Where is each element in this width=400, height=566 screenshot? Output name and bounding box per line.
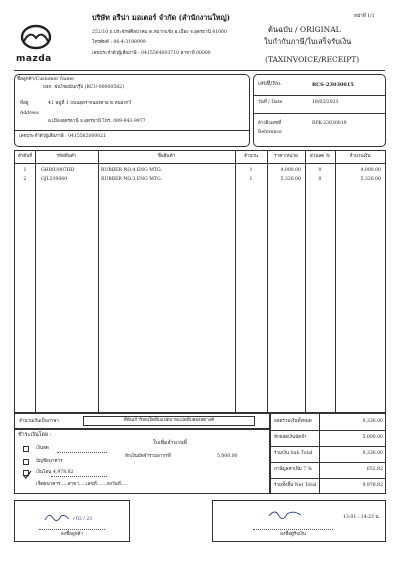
address-label-en: Address xyxy=(20,111,39,116)
customer-tax-id: เลขประจำตัวผู้เสียภาษี : 0415562000021 xyxy=(19,134,107,139)
table-row-1-name: RUBBER NO.4,ENG MTG. xyxy=(101,168,162,173)
table-row-2-amount: 5,326.00 xyxy=(360,177,381,182)
table-row-1-qty: 1 xyxy=(249,168,253,173)
table-row-2-no: 2 xyxy=(23,177,27,182)
original-label: ต้นฉบับ / ORIGINAL xyxy=(268,25,341,34)
doc-date: 18/03/2023 xyxy=(312,100,339,105)
total-gross-value: 9,326.00 xyxy=(362,419,383,424)
col-header-amount: จำนวนเงิน xyxy=(349,154,371,159)
totals-box xyxy=(270,413,386,494)
payment-title: ชำระเงินโดย : xyxy=(18,432,52,438)
collector-signature-label: ลงชื่อผู้รับเงิน xyxy=(280,532,306,537)
table-row-1-price: 4,000.00 xyxy=(280,168,301,173)
table-row-1-discount: 0 xyxy=(318,168,322,173)
deduct-label: หักเงินมัดจำรวมอากรที่ xyxy=(125,454,171,459)
table-row-2-code: GJL339060 xyxy=(41,177,68,182)
subtotal-value: 9,326.00 xyxy=(362,451,383,456)
customer-signature xyxy=(43,509,71,528)
customer-signature-box xyxy=(14,500,130,542)
page-number: หน้าที่ 1/1 xyxy=(354,14,375,19)
subtotal-label: รวมเงิน Sub Total xyxy=(274,451,313,456)
table-row-2-name: RUBBER NO.3,ENG MTG. xyxy=(101,177,162,182)
table-row-2-discount: 0 xyxy=(318,177,322,182)
col-header-qty: จำนวน xyxy=(243,154,259,159)
amount-words-label: จำนวนเงินเป็นภาษา xyxy=(19,419,59,424)
deduct-value: 5,000.00 xyxy=(217,454,238,459)
date-label: วันที่ / Date xyxy=(258,100,283,105)
brand-wordmark: mazda xyxy=(16,54,52,64)
print-time: 13:01 : 14:23 น. xyxy=(343,515,381,520)
collector-signature xyxy=(267,507,303,526)
total-gross-label: ยอดรวมเงินทั้งหมด xyxy=(274,419,312,424)
cheque-label: เงินโอน xyxy=(36,470,52,475)
table-row-1-no: 1 xyxy=(23,168,27,173)
deposit-label: ใบเพิ่มจำนวนที่ xyxy=(153,440,187,446)
col-header-price: ราคา/หน่วย xyxy=(274,154,298,159)
table-row-2-price: 5,326.00 xyxy=(280,177,301,182)
amount-words-box xyxy=(83,416,255,426)
vat-value: 652.82 xyxy=(366,467,383,472)
cheque-amount: 4,978.82 xyxy=(53,470,74,475)
doc-no: RCS-23030015 xyxy=(312,82,354,88)
amount-words-text: สี่พันเก้าร้อยเจ็ดสิบแปดบาทแปดสิบสองสตางค์ xyxy=(123,418,215,423)
deposit-deduct-label: หักยอดเงินมัดจำ xyxy=(274,435,307,440)
customer-name-label: ชื่อลูกค้า/Customer Name xyxy=(17,77,74,82)
col-header-code: รหัสสินค้า xyxy=(56,154,77,159)
col-header-name: ชื่อสินค้า xyxy=(157,154,176,159)
doc-title-en: (TAXINVOICE/RECEIPT) xyxy=(265,55,360,64)
customer-address-1: 41 หมู่ที่ 1 ถนนอุดร-หนองคาย ต.หนองกวี xyxy=(48,101,132,106)
ref-label-en: Reference xyxy=(258,130,282,135)
items-table xyxy=(14,150,386,413)
col-header-discount: ส่วนลด % xyxy=(309,154,331,159)
customer-name: บจก. ชนไชยนันกรุ๊ป (RCU-00000582) xyxy=(43,85,124,90)
customer-box xyxy=(14,74,250,147)
customer-signature-label: ลงชื่อลูกค้า xyxy=(60,532,84,537)
customer-address-2: อ.เมืองอุดรธานี จ.อุดรธานี โทร. 089-943-9977 xyxy=(48,119,146,124)
table-row-2-qty: 1 xyxy=(249,177,253,182)
cheque-detail-line: เช็คธนาคาร.....สาขา.....เลขที่.......ลงวันที่..... xyxy=(36,482,128,487)
net-total-value: 9,978.82 xyxy=(362,483,383,488)
company-address: 252/10 ถ.ประจักษ์ศิลปาคม ต.หมากแข้ง อ.เมือง จ.อุดรธานี 41000 xyxy=(92,30,227,35)
company-phone: โทรศัพท์ : 06-4-3198999 xyxy=(92,40,146,45)
cash-checkbox[interactable] xyxy=(23,446,29,452)
net-total-label: รวมทั้งสิ้น Net Total xyxy=(274,483,317,488)
ref-no: RPK-23030019 xyxy=(312,121,347,126)
vat-label: ภาษีมูลค่าเพิ่ม 7 % xyxy=(274,467,312,472)
collector-signature-box xyxy=(212,500,386,542)
doc-title-thai: ใบกำกับภาษี/ใบเสร็จรับเงิน xyxy=(264,37,352,46)
payment-box xyxy=(14,429,270,494)
doc-no-label: เลขที่/No. xyxy=(258,81,282,87)
transfer-label: บัญชีธนาคาร xyxy=(36,459,63,464)
ref-label: อ้างอิงเลขที่ xyxy=(258,121,282,126)
table-row-1-code: GHR93907HD xyxy=(41,168,75,173)
cash-label: เงินสด xyxy=(36,446,49,451)
col-header-no: ลำดับที่ xyxy=(17,154,33,159)
table-row-1-amount: 4,000.00 xyxy=(360,168,381,173)
company-tax-id: เลขประจำตัวผู้เสียภาษี : 0415564003710 สาขาที่ 00000 xyxy=(92,51,211,56)
check-mark-icon xyxy=(22,465,32,484)
amount-words-row xyxy=(14,413,270,429)
address-label-th: ที่อยู่ xyxy=(20,101,29,106)
deposit-deduct-value: 5,000.00 xyxy=(362,435,383,440)
company-name: บริษัท อรีน่า มอเตอร์ จำกัด (สำนักงานใหญ่) xyxy=(92,13,230,22)
customer-signature-date: / 03 / 23 xyxy=(73,517,93,522)
doc-info-box xyxy=(253,74,386,147)
